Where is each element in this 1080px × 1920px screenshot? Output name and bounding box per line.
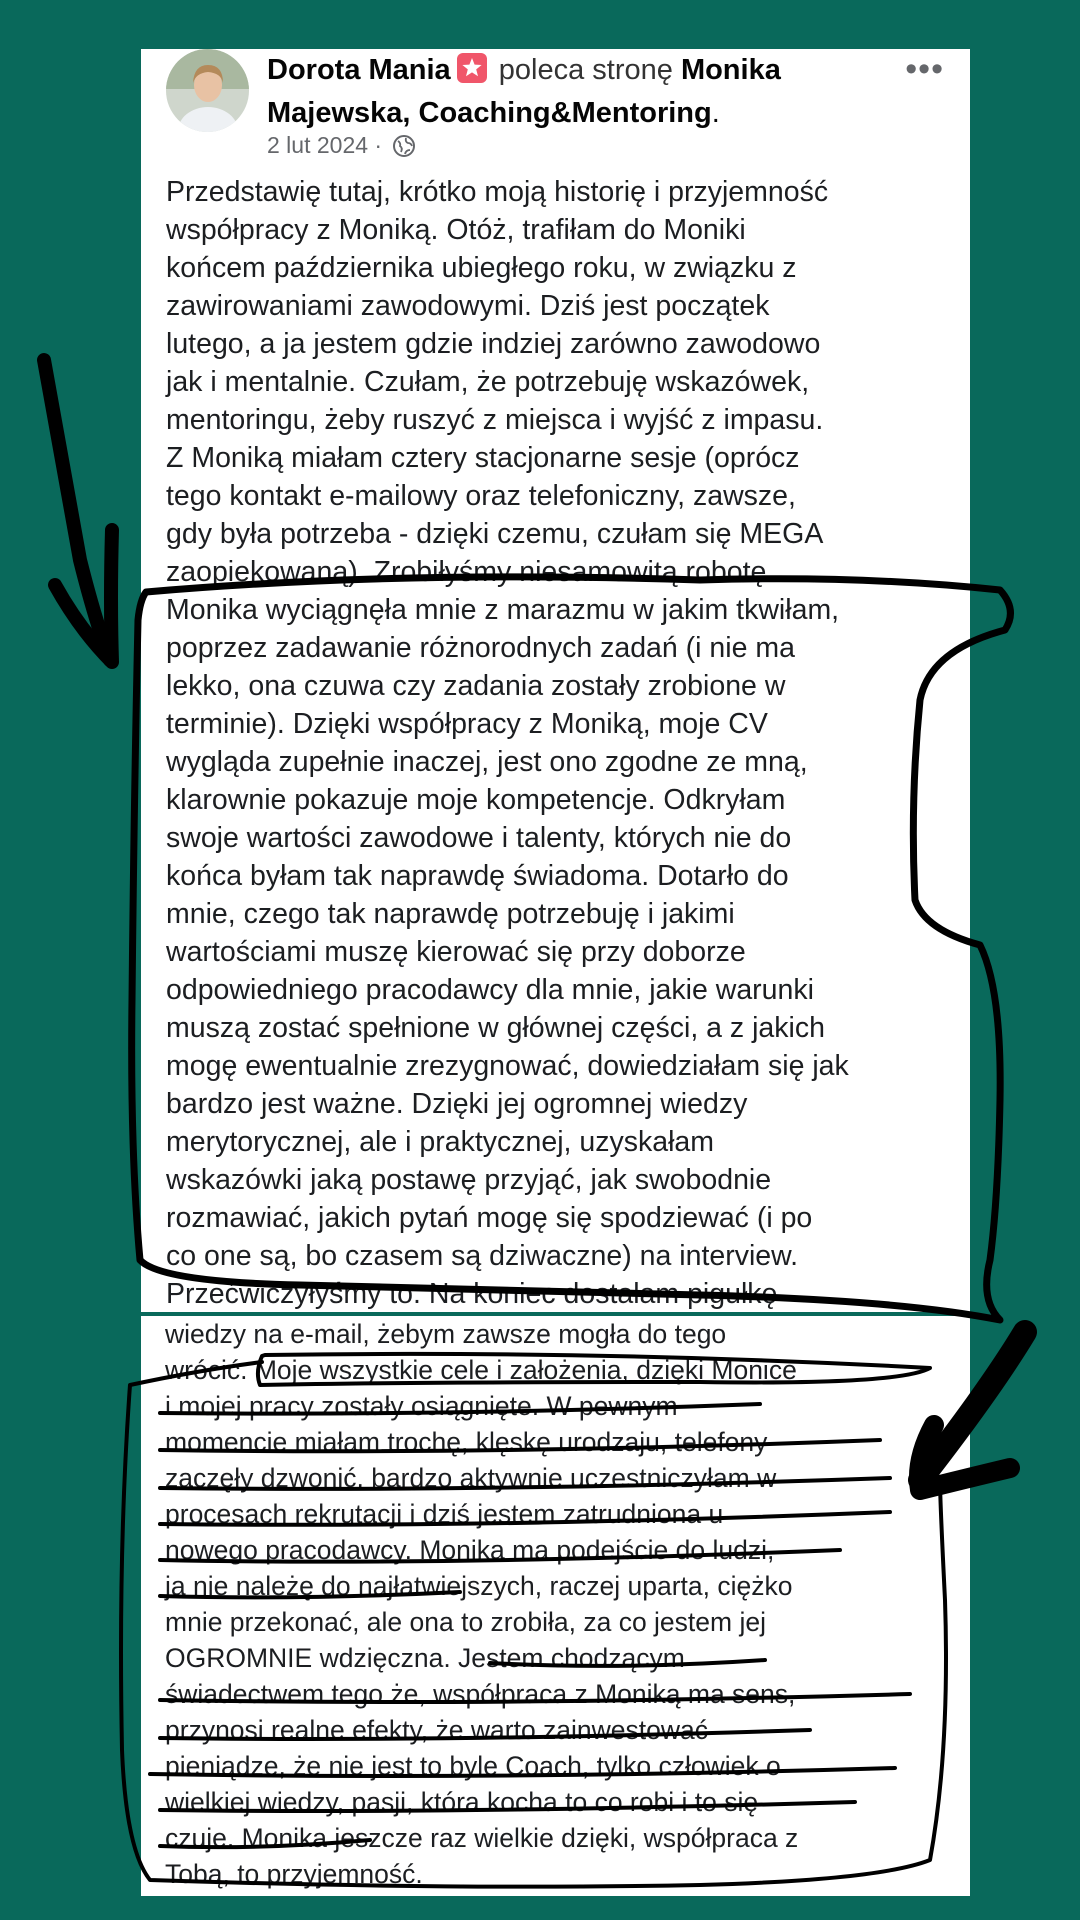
post-text-bottom-line: wielkiej wiedzy, pasji, która kocha to co robi i to się <box>165 1787 759 1817</box>
post-text-top-line: poprzez zadawanie różnorodnych zadań (i nie ma <box>166 632 795 664</box>
post-text-top-line: wygląda zupełnie inaczej, jest ono zgodne ze mną, <box>166 746 808 778</box>
post-body-top <box>166 173 966 1313</box>
recommend-star-icon <box>457 53 487 83</box>
post-text-top-line: zawirowaniami zawodowymi. Dziś jest początek <box>166 290 770 322</box>
post-text-top-line: zaopiekowaną). Zrobiłyśmy niesamowitą robotę. <box>166 556 775 588</box>
more-options-icon[interactable]: ••• <box>905 50 944 88</box>
post-text-top-line: gdy była potrzeba - dzięki czemu, czułam się MEGA <box>166 518 824 550</box>
meta-separator: · <box>374 132 383 158</box>
post-text-bottom-line: momencie miałam trochę, klęskę urodzaju, telefony <box>165 1427 768 1457</box>
post-text-top-line: Monika wyciągnęła mnie z marazmu w jakim tkwiłam, <box>166 594 840 626</box>
post-header <box>267 49 887 135</box>
page-name-suffix: . <box>711 97 720 129</box>
post-text-top-line: wskazówki jaką postawę przyjąć, jak swobodnie <box>166 1164 772 1196</box>
post-text-top-line: muszą zostać spełnione w głównej części, a z jakich <box>166 1012 825 1044</box>
post-text-bottom-line: zaczęły dzwonić, bardzo aktywnie uczestniczyłam w <box>165 1463 777 1493</box>
post-text-top-line: terminie). Dzięki współpracy z Moniką, moje CV <box>166 708 768 740</box>
post-text-top-line: współpracy z Moniką. Otóż, trafiłam do Moniki <box>166 214 746 246</box>
post-text-bottom-line: świadectwem tego że, współpraca z Moniką ma sens, <box>165 1679 796 1709</box>
post-text-top-line: rozmawiać, jakich pytań mogę się spodziewać (i po <box>166 1202 813 1234</box>
post-text-top-line: odpowiedniego pracodawcy dla mnie, jakie warunki <box>166 974 814 1006</box>
post-text-top-line: Przećwiczyłyśmy to. Na koniec dostałam pigułkę <box>166 1278 778 1310</box>
post-date[interactable]: 2 lut 2024 <box>267 132 369 158</box>
post-text-top-line: swoje wartości zawodowe i talenty, których nie do <box>166 822 792 854</box>
post-text-bottom-line: ja nie należę do najłatwiejszych, raczej uparta, ciężko <box>165 1571 793 1601</box>
post-text-top-line: merytorycznej, ale i praktycznej, uzyskałam <box>166 1126 715 1158</box>
post-body-bottom <box>165 1316 965 1892</box>
post-text-top-line: Przedstawię tutaj, krótko moją historię i przyjemność <box>166 176 829 208</box>
page-name-part2[interactable]: Majewska, Coaching&Mentoring <box>267 97 712 129</box>
page-name-part1[interactable]: Monika <box>680 54 781 86</box>
post-text-top-line: lekko, ona czuwa czy zadania zostały zrobione w <box>166 670 786 702</box>
post-text-top-line: bardzo jest ważne. Dzięki jej ogromnej wiedzy <box>166 1088 748 1120</box>
post-text-bottom-line: wiedzy na e-mail, żebym zawsze mogła do tego <box>165 1319 727 1349</box>
post-text-bottom-line: pieniądze, że nie jest to byle Coach, tylko człowiek o <box>165 1751 781 1781</box>
post-text-bottom-line: przynosi realne efekty, że warto zainwestować <box>165 1715 709 1745</box>
post-text-top-line: mentoringu, żeby ruszyć z miejsca i wyjść z impasu. <box>166 404 824 436</box>
post-text-top-line: Z Moniką miałam cztery stacjonarne sesje (oprócz <box>166 442 800 474</box>
post-text-bottom-line: i mojej pracy zostały osiągnięte. W pewnym <box>165 1391 678 1421</box>
avatar[interactable] <box>166 49 249 132</box>
post-meta <box>267 127 416 168</box>
post-text-bottom-line: Tobą, to przyjemność. <box>165 1859 423 1889</box>
post-text-top-line: jak i mentalnie. Czułam, że potrzebuję wskazówek, <box>166 366 810 398</box>
post-text-top-line: wartościami muszę kierować się przy doborze <box>166 936 746 968</box>
globe-icon <box>392 132 416 168</box>
author-name[interactable]: Dorota Mania <box>267 54 451 86</box>
post-text-bottom-line: OGROMNIE wdzięczna. Jestem chodzącym <box>165 1643 685 1673</box>
post-text-top-line: tego kontakt e-mailowy oraz telefoniczny, zawsze, <box>166 480 796 512</box>
post-text-top-line: końcem października ubiegłego roku, w związku z <box>166 252 797 284</box>
post-card-bottom <box>141 1316 970 1896</box>
annotation-arrow-left <box>44 360 110 660</box>
post-text-bottom-line: mnie przekonać, ale ona to zrobiła, za co jestem jej <box>165 1607 766 1637</box>
post-card-top <box>141 49 970 1312</box>
post-text-top-line: końca byłam tak naprawdę świadoma. Dotarło do <box>166 860 789 892</box>
post-text-top-line: klarownie pokazuje moje kompetencje. Odkryłam <box>166 784 786 816</box>
post-action-text: poleca stronę <box>498 54 673 86</box>
post-text-bottom-line: procesach rekrutacji i dziś jestem zatrudniona u <box>165 1499 724 1529</box>
post-text-top-line: lutego, a ja jestem gdzie indziej zarówno zawodowo <box>166 328 821 360</box>
post-text-bottom-line: czuje. Monika jeszcze raz wielkie dzięki, współpraca z <box>165 1823 799 1853</box>
post-text-top-line: mnie, czego tak naprawdę potrzebuję i jakimi <box>166 898 735 930</box>
post-text-top-line: co one są, bo czasem są dziwaczne) na interview. <box>166 1240 799 1272</box>
post-text-bottom-line: nowego pracodawcy. Monika ma podejście do ludzi, <box>165 1535 775 1565</box>
avatar-image <box>166 49 249 132</box>
post-text-top-line: mogę ewentualnie zrezygnować, dowiedziałam się jak <box>166 1050 849 1082</box>
post-text-bottom-line: wrócić. Moje wszystkie cele i założenia, dzięki Monice <box>165 1355 797 1385</box>
